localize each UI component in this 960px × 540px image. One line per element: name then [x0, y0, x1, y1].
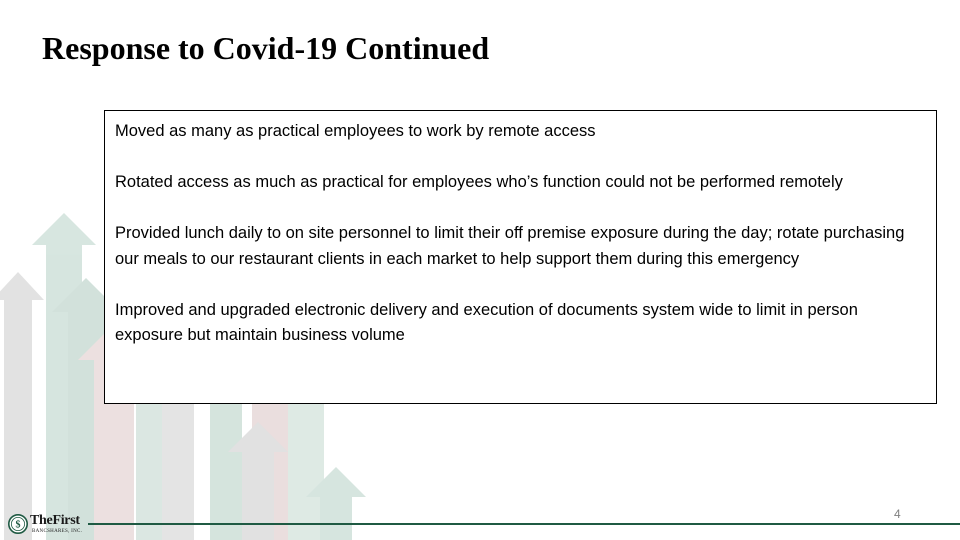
bullet-lunch-provision: Provided lunch daily to on site personnel to limit their off premise exposure during the day; rotate purchasing our meals to our restaurant clients in each market to help support them during this emergency [115, 224, 905, 268]
bullet-rotated-access: Rotated access as much as practical for employees who’s function could not be performed remotely [115, 173, 843, 191]
bullet-electronic-delivery: Improved and upgraded electronic delivery and execution of documents system wide to limit in person exposure but maintain business volume [115, 300, 858, 344]
logo-name: TheFirst [30, 513, 80, 528]
page-number: 4 [894, 507, 901, 521]
logo-glyph: $ [15, 519, 21, 531]
arrow-shape [0, 272, 44, 540]
bullet-remote-access: Moved as many as practical employees to work by remote access [115, 122, 596, 140]
content-text-box [104, 110, 937, 404]
company-logo [8, 512, 90, 538]
footer-divider [88, 523, 960, 525]
logo-emblem-icon [8, 514, 28, 534]
slide-title: Response to Covid-19 Continued [42, 30, 490, 66]
logo-subtitle: BANCSHARES, INC. [32, 529, 83, 534]
